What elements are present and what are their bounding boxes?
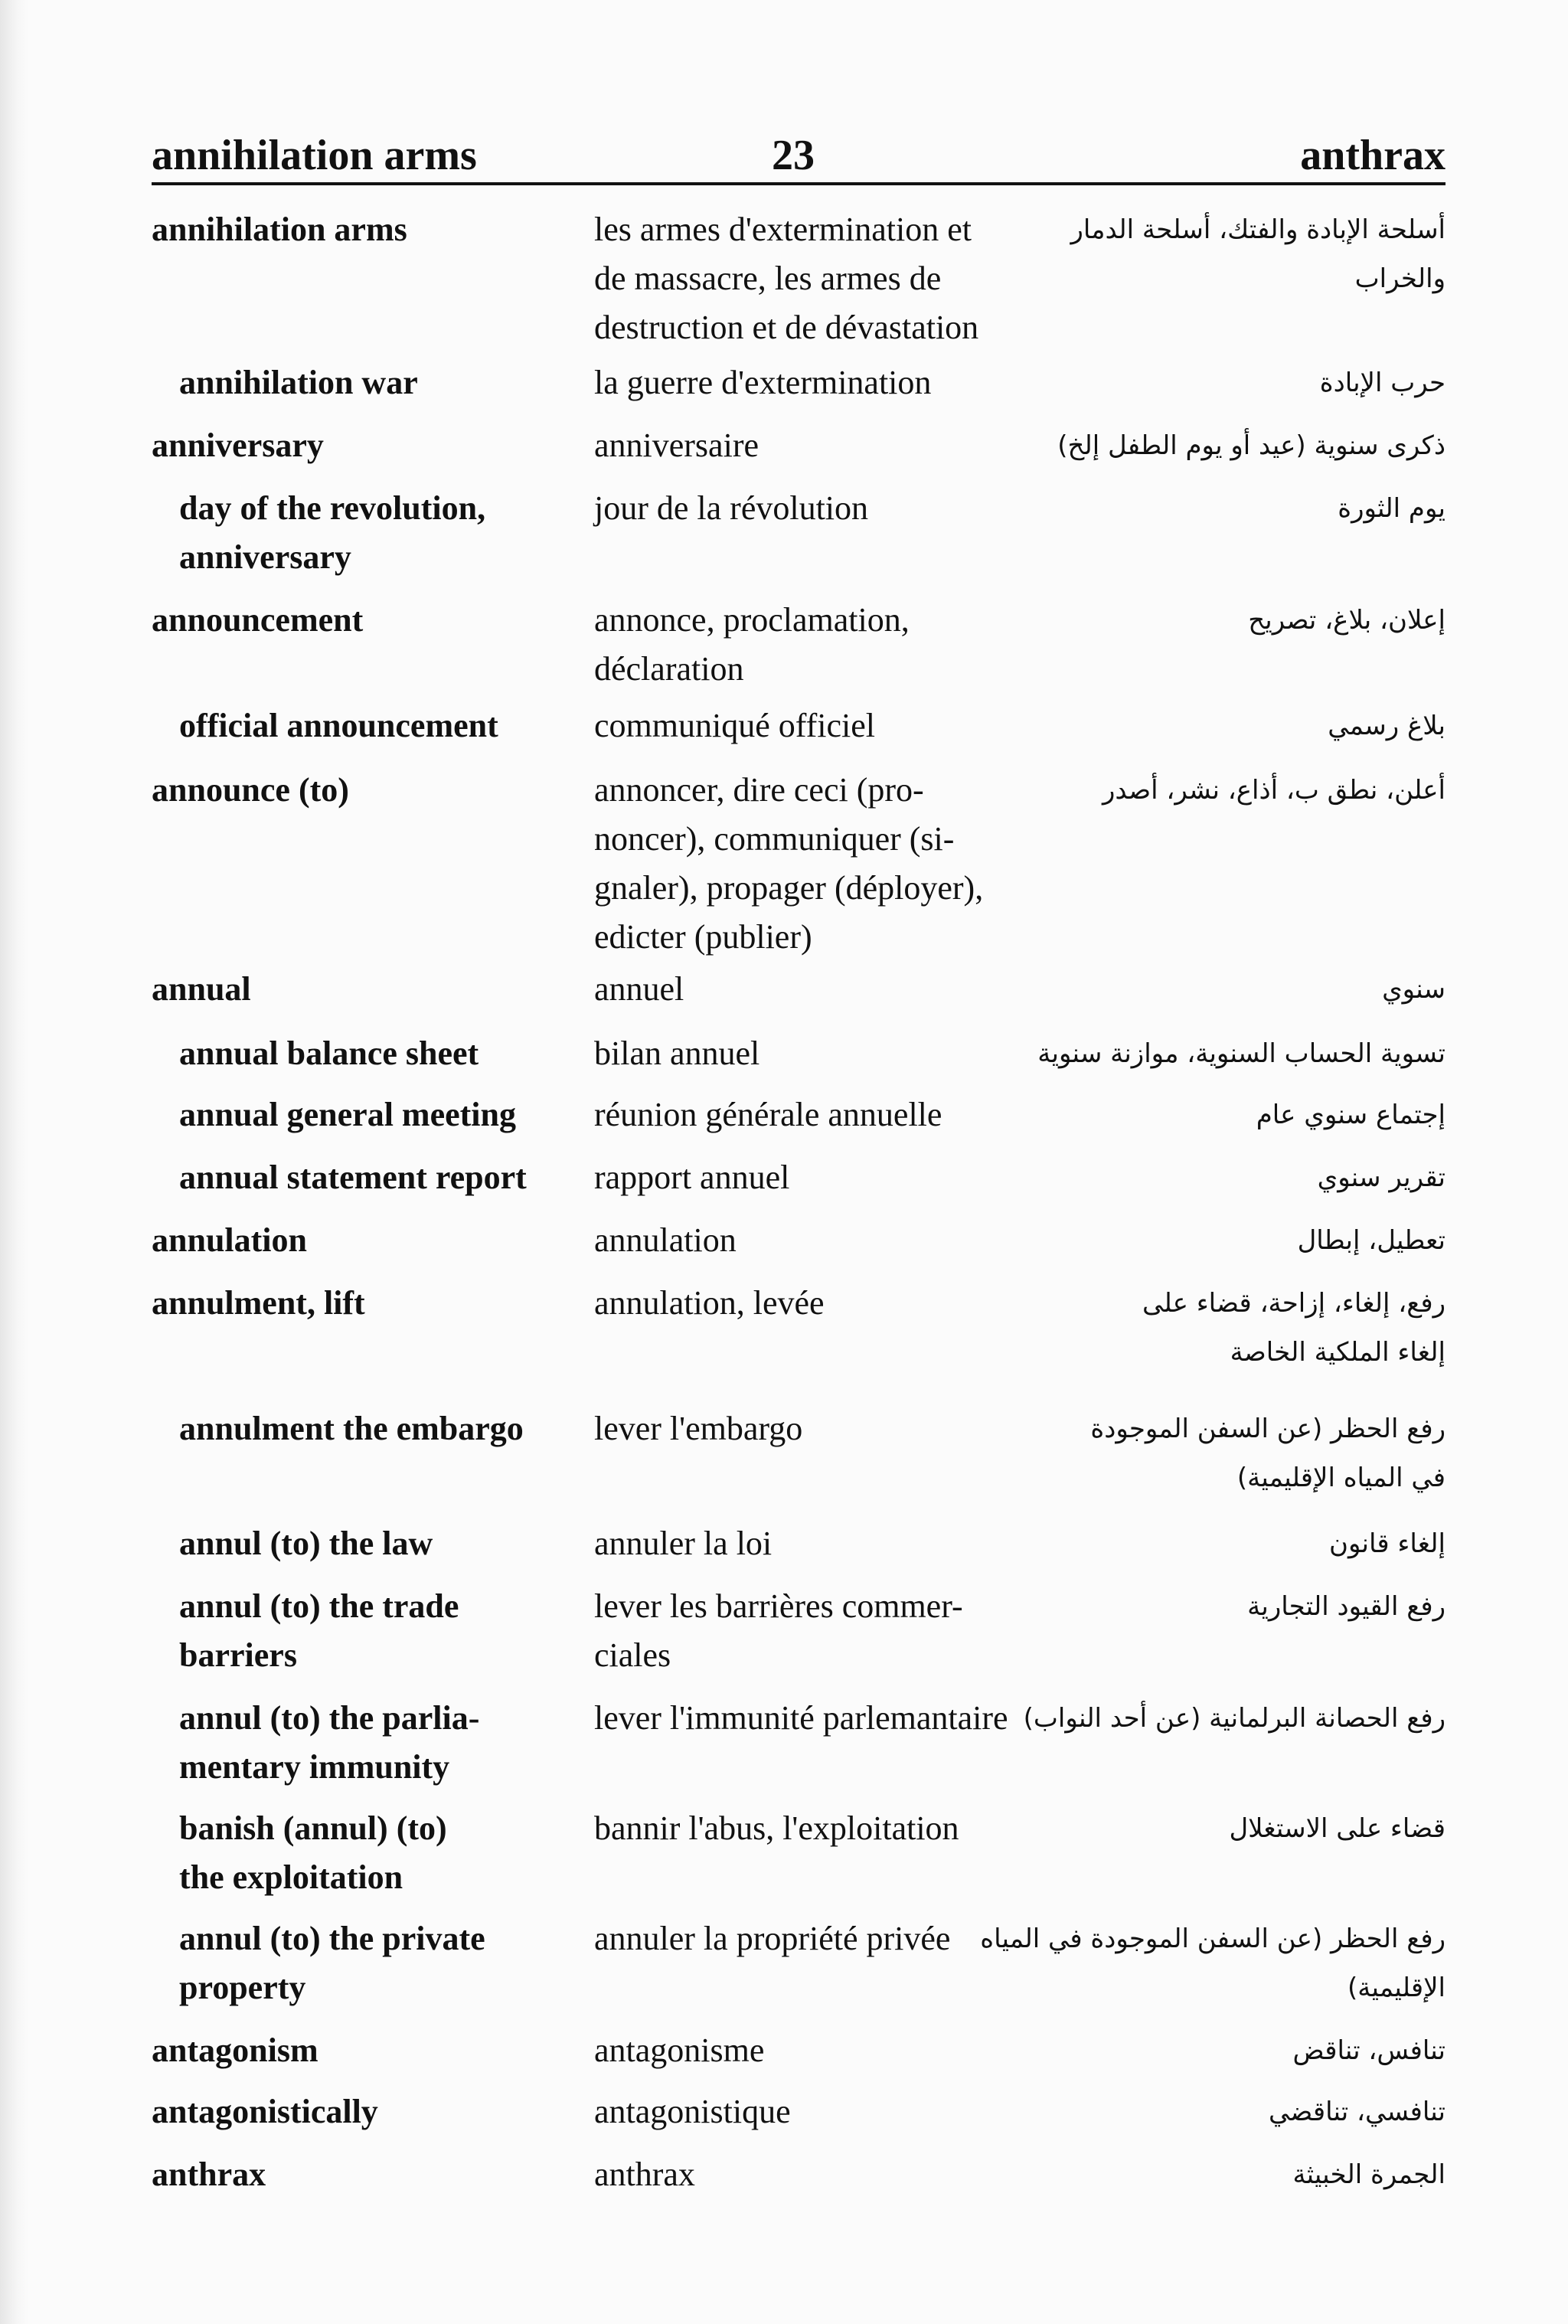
english-term-line: property bbox=[179, 1969, 306, 2006]
french-translation-line: les armes d'extermination et bbox=[594, 211, 972, 248]
french-translation bbox=[594, 205, 1023, 352]
english-term-line: mentary immunity bbox=[179, 1748, 450, 1786]
french-translation-line: lever les barrières commer- bbox=[594, 1587, 963, 1625]
english-term bbox=[179, 358, 608, 407]
french-translation bbox=[594, 1694, 1023, 1743]
arabic-translation bbox=[1026, 421, 1446, 470]
french-translation bbox=[594, 1279, 1023, 1328]
french-translation bbox=[594, 1090, 1023, 1139]
arabic-translation-line: والخراب bbox=[1354, 263, 1446, 294]
french-translation-line: communiqué officiel bbox=[594, 707, 875, 744]
arabic-translation-line: ذكرى سنوية (عيد أو يوم الطفل إلخ) bbox=[1057, 430, 1446, 461]
arabic-translation-line: يوم الثورة bbox=[1338, 493, 1446, 524]
english-term-line: banish (annul) (to) bbox=[179, 1809, 447, 1847]
english-term bbox=[152, 766, 580, 815]
english-term bbox=[152, 2087, 580, 2136]
english-term-line: day of the revolution, bbox=[179, 489, 486, 527]
english-term-line: annul (to) the trade bbox=[179, 1587, 459, 1625]
arabic-translation bbox=[1023, 1694, 1446, 1743]
arabic-translation-line: تقرير سنوي bbox=[1317, 1162, 1446, 1193]
arabic-translation-line: بلاغ رسمي bbox=[1328, 711, 1446, 741]
french-translation bbox=[594, 596, 1023, 694]
french-translation-line: bannir l'abus, l'exploitation bbox=[594, 1809, 959, 1847]
english-term-line: annul (to) the law bbox=[179, 1525, 433, 1562]
french-translation bbox=[594, 421, 1023, 470]
arabic-translation bbox=[1026, 701, 1446, 750]
english-term-line: annul (to) the private bbox=[179, 1920, 485, 1957]
arabic-translation bbox=[1026, 2087, 1446, 2136]
french-translation bbox=[594, 1914, 1023, 1963]
arabic-translation bbox=[1026, 1216, 1446, 1265]
arabic-translation-line: رفع القيود التجارية bbox=[1247, 1591, 1446, 1622]
french-translation bbox=[594, 701, 1023, 750]
french-translation-line: edicter (publier) bbox=[594, 918, 812, 956]
french-translation bbox=[594, 2026, 1023, 2075]
french-translation-line: antagonisme bbox=[594, 2031, 765, 2069]
page-number: 23 bbox=[772, 132, 815, 179]
french-translation-line: annonce, proclamation, bbox=[594, 601, 910, 639]
arabic-translation bbox=[1026, 1404, 1446, 1502]
english-term bbox=[179, 1914, 608, 2012]
header-left-term: annihilation arms bbox=[152, 132, 477, 179]
english-term-line: official announcement bbox=[179, 707, 498, 744]
english-term bbox=[179, 1694, 608, 1792]
arabic-translation-line: أسلحة الإبادة والفتك، أسلحة الدمار bbox=[1070, 214, 1446, 245]
arabic-translation bbox=[1026, 358, 1446, 407]
arabic-translation bbox=[1026, 1519, 1446, 1568]
arabic-translation-line: أعلن، نطق ب، أذاع، نشر، أصدر bbox=[1102, 775, 1446, 806]
arabic-translation-line: حرب الإبادة bbox=[1319, 368, 1446, 398]
french-translation-line: la guerre d'extermination bbox=[594, 364, 932, 401]
arabic-translation bbox=[1026, 1804, 1446, 1853]
arabic-translation-line: إجتماع سنوي عام bbox=[1256, 1100, 1446, 1130]
english-term-line: annual balance sheet bbox=[179, 1035, 479, 1072]
french-translation bbox=[594, 358, 1023, 407]
arabic-translation-line: الجمرة الخبيثة bbox=[1292, 2159, 1446, 2190]
french-translation-line: jour de la révolution bbox=[594, 489, 869, 527]
english-term bbox=[179, 1090, 608, 1139]
arabic-translation-line: في المياه الإقليمية) bbox=[1236, 1463, 1446, 1493]
arabic-translation bbox=[1026, 1029, 1446, 1078]
french-translation bbox=[594, 2087, 1023, 2136]
english-term-line: annual statement report bbox=[179, 1159, 527, 1196]
header-right-term: anthrax bbox=[1300, 132, 1446, 179]
arabic-translation bbox=[980, 1914, 1446, 2012]
french-translation bbox=[594, 1804, 1023, 1853]
english-term bbox=[152, 1279, 580, 1328]
english-term bbox=[152, 2150, 580, 2199]
french-translation-line: destruction et de dévastation bbox=[594, 309, 979, 346]
french-translation bbox=[594, 484, 1023, 533]
french-translation-line: annulation, levée bbox=[594, 1284, 825, 1322]
arabic-translation-line: تنافس، تناقض bbox=[1292, 2035, 1446, 2066]
english-term-line: annulment the embargo bbox=[179, 1410, 524, 1447]
french-translation-line: annuel bbox=[594, 970, 684, 1008]
english-term bbox=[179, 1404, 608, 1453]
french-translation-line: antagonistique bbox=[594, 2093, 791, 2130]
english-term-line: antagonistically bbox=[152, 2093, 378, 2130]
french-translation-line: annoncer, dire ceci (pro- bbox=[594, 771, 924, 809]
english-term-line: the exploitation bbox=[179, 1858, 403, 1896]
arabic-translation bbox=[1026, 1582, 1446, 1631]
french-translation-line: anthrax bbox=[594, 2156, 695, 2193]
arabic-translation bbox=[1026, 1090, 1446, 1139]
english-term-line: annihilation arms bbox=[152, 211, 407, 248]
english-term-line: announce (to) bbox=[152, 771, 349, 809]
english-term bbox=[152, 421, 580, 470]
english-term-line: anthrax bbox=[152, 2156, 266, 2193]
french-translation-line: noncer), communiquer (si- bbox=[594, 820, 955, 858]
arabic-translation-line: تعطيل، إبطال bbox=[1297, 1225, 1446, 1256]
french-translation-line: annulation bbox=[594, 1221, 737, 1259]
arabic-translation bbox=[1026, 2026, 1446, 2075]
french-translation-line: réunion générale annuelle bbox=[594, 1096, 942, 1133]
french-translation bbox=[594, 1582, 1023, 1680]
arabic-translation-line: إلغاء الملكية الخاصة bbox=[1230, 1337, 1446, 1368]
french-translation bbox=[594, 766, 1023, 962]
french-translation-line: annuler la propriété privée bbox=[594, 1920, 951, 1957]
english-term-line: annulment, lift bbox=[152, 1284, 365, 1322]
english-term bbox=[179, 1582, 608, 1680]
french-translation bbox=[594, 2150, 1023, 2199]
english-term-line: anniversary bbox=[152, 427, 324, 464]
arabic-translation-line: رفع الحصانة البرلمانية (عن أحد النواب) bbox=[1023, 1703, 1446, 1734]
french-translation-line: bilan annuel bbox=[594, 1035, 760, 1072]
english-term-line: annual general meeting bbox=[179, 1096, 516, 1133]
english-term-line: anniversary bbox=[179, 538, 351, 576]
arabic-translation bbox=[1026, 2150, 1446, 2199]
english-term bbox=[152, 1216, 580, 1265]
english-term bbox=[152, 2026, 580, 2075]
english-term-line: annul (to) the parlia- bbox=[179, 1699, 480, 1737]
arabic-translation bbox=[1026, 596, 1446, 645]
french-translation bbox=[594, 1404, 1023, 1453]
english-term bbox=[179, 701, 608, 750]
arabic-translation-line: رفع الحظر (عن السفن الموجودة bbox=[1090, 1414, 1446, 1444]
arabic-translation bbox=[1026, 766, 1446, 815]
arabic-translation-line: رفع الحظر (عن السفن الموجودة في المياه bbox=[980, 1924, 1446, 1954]
english-term bbox=[179, 1519, 608, 1568]
english-term-line: annual bbox=[152, 970, 251, 1008]
english-term bbox=[152, 596, 580, 645]
arabic-translation-line: الإقليمية) bbox=[1347, 1973, 1446, 2003]
english-term bbox=[179, 484, 608, 582]
french-translation bbox=[594, 1519, 1023, 1568]
french-translation bbox=[594, 965, 1023, 1014]
french-translation-line: lever l'embargo bbox=[594, 1410, 803, 1447]
english-term bbox=[179, 1804, 608, 1902]
arabic-translation-line: قضاء على الاستغلال bbox=[1229, 1813, 1446, 1844]
english-term bbox=[152, 205, 580, 254]
arabic-translation bbox=[1026, 484, 1446, 533]
arabic-translation-line: إلغاء قانون bbox=[1329, 1528, 1446, 1559]
french-translation-line: lever l'immunité parlemantaire bbox=[594, 1699, 1008, 1737]
french-translation-line: déclaration bbox=[594, 650, 744, 688]
french-translation-line: gnaler), propager (déployer), bbox=[594, 869, 984, 907]
french-translation-line: anniversaire bbox=[594, 427, 759, 464]
english-term bbox=[152, 965, 580, 1014]
arabic-translation-line: رفع، إلغاء، إزاحة، قضاء على bbox=[1142, 1288, 1446, 1319]
french-translation bbox=[594, 1216, 1023, 1265]
arabic-translation bbox=[1026, 1153, 1446, 1202]
french-translation bbox=[594, 1153, 1023, 1202]
arabic-translation bbox=[1026, 1279, 1446, 1377]
french-translation-line: rapport annuel bbox=[594, 1159, 790, 1196]
french-translation bbox=[594, 1029, 1023, 1078]
french-translation-line: ciales bbox=[594, 1636, 671, 1674]
english-term bbox=[179, 1153, 608, 1202]
english-term-line: antagonism bbox=[152, 2031, 318, 2069]
english-term-line: annulation bbox=[152, 1221, 307, 1259]
english-term bbox=[179, 1029, 608, 1078]
french-translation-line: annuler la loi bbox=[594, 1525, 773, 1562]
french-translation-line: de massacre, les armes de bbox=[594, 260, 942, 297]
english-term-line: announcement bbox=[152, 601, 364, 639]
arabic-translation bbox=[1026, 205, 1446, 303]
arabic-translation-line: تسوية الحساب السنوية، موازنة سنوية bbox=[1037, 1038, 1446, 1069]
arabic-translation bbox=[1026, 965, 1446, 1014]
arabic-translation-line: سنوي bbox=[1382, 974, 1446, 1005]
arabic-translation-line: إعلان، بلاغ، تصريح bbox=[1248, 605, 1446, 636]
arabic-translation-line: تنافسي، تناقضي bbox=[1269, 2097, 1446, 2127]
english-term-line: barriers bbox=[179, 1636, 297, 1674]
english-term-line: annihilation war bbox=[179, 364, 418, 401]
